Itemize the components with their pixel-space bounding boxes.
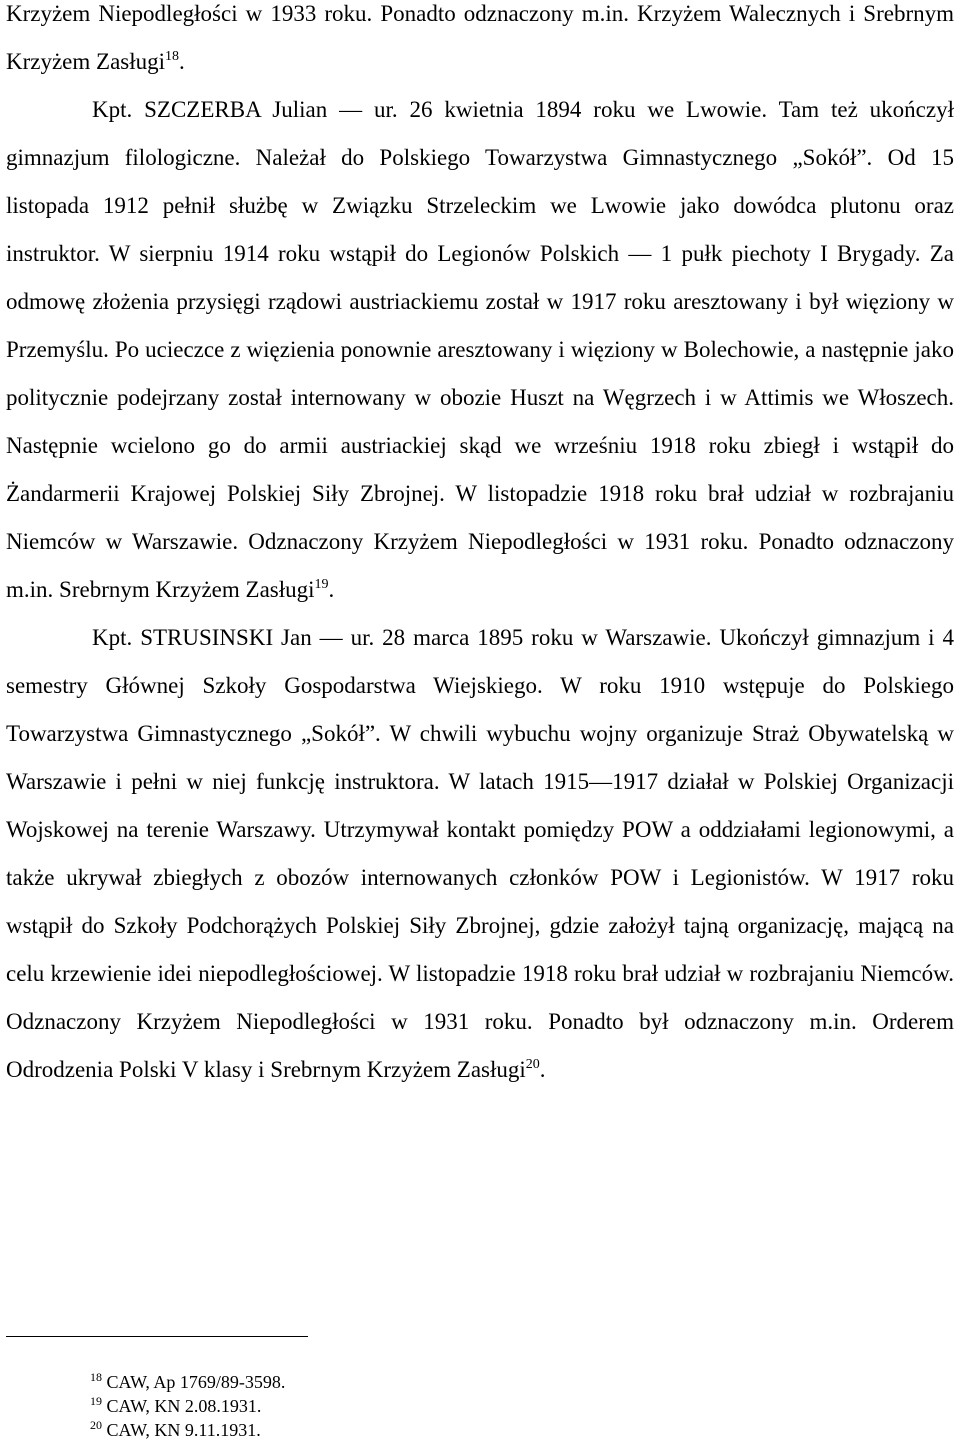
footnote	[90, 1418, 690, 1442]
paragraph-end: .	[179, 49, 185, 74]
footnote-reference: 19	[314, 577, 329, 592]
footnote	[90, 1394, 690, 1418]
footnote-text: CAW, KN 9.11.1931.	[106, 1420, 261, 1440]
footnote-text: CAW, KN 2.08.1931.	[106, 1396, 262, 1416]
biography-paragraph-continued	[6, 0, 954, 86]
biography-paragraph-strusinski	[6, 614, 954, 1094]
footnotes	[90, 1370, 690, 1442]
document-body	[6, 0, 954, 1094]
footnote	[90, 1370, 690, 1394]
biography-paragraph-szczerba	[6, 86, 954, 614]
footnote-number: 20	[90, 1418, 102, 1432]
footnote-reference: 20	[525, 1057, 540, 1072]
paragraph-text: Krzyżem Niepodległości w 1933 roku. Ponadto odznaczony m.in. Krzyżem Walecznych i Srebrnym Krzyżem Zasługi	[6, 1, 954, 74]
paragraph-end: .	[328, 577, 335, 602]
footnote-number: 19	[90, 1394, 102, 1408]
footnote-number: 18	[90, 1370, 102, 1384]
footnote-reference: 18	[165, 49, 180, 64]
paragraph-end: .	[539, 1057, 546, 1082]
footnote-text: CAW, Ap 1769/89-3598.	[106, 1372, 286, 1392]
paragraph-text: Kpt. SZCZERBA Julian — ur. 26 kwietnia 1894 roku we Lwowie. Tam też ukończył gimnazjum filologiczne. Należał do Polskiego Towarzystwa Gimnastycznego „Sokół”. Od 15 listopada 1912 pełnił służbę w Związku Strzeleckim we Lwowie jako dowódca plutonu oraz instruktor. W sierpniu 1914 roku wstąpił do Legionów Polskich — 1 pułk piechoty I Brygady. Za odmowę złożenia przysięgi rządowi austriackiemu został w 1917 roku aresztowany i był więziony w Przemyślu. Po ucieczce z więzienia ponownie aresztowany i więziony w Bolechowie, a następnie jako politycznie podejrzany został internowany w obozie Huszt na Węgrzech i w Attimis we Włoszech. Następnie wcielono go do armii austriackiej skąd we wrześniu 1918 roku zbiegł i wstąpił do Żandarmerii Krajowej Polskiej Siły Zbrojnej. W listopadzie 1918 roku brał udział w rozbrajaniu Niemców w Warszawie. Odznaczony Krzyżem Niepodległości w 1931 roku. Ponadto odznaczony m.in. Srebrnym Krzyżem Zasługi	[6, 97, 954, 602]
footnote-separator	[6, 1336, 308, 1337]
paragraph-text: Kpt. STRUSINSKI Jan — ur. 28 marca 1895 roku w Warszawie. Ukończył gimnazjum i 4 semestry Głównej Szkoły Gospodarstwa Wiejskiego. W roku 1910 wstępuje do Polskiego Towarzystwa Gimnastycznego „Sokół”. W chwili wybuchu wojny organizuje Straż Obywatelską w Warszawie i pełni w niej funkcję instruktora. W latach 1915—1917 działał w Polskiej Organizacji Wojskowej na terenie Warszawy. Utrzymywał kontakt pomiędzy POW a oddziałami legionowymi, a także ukrywał zbiegłych z obozów internowanych członków POW i Legionistów. W 1917 roku wstąpił do Szkoły Podchorążych Polskiej Siły Zbrojnej, gdzie założył tajną organizację, mającą na celu krzewienie idei niepodległościowej. W listopadzie 1918 roku brał udział w rozbrajaniu Niemców. Odznaczony Krzyżem Niepodległości w 1931 roku. Ponadto był odznaczony m.in. Orderem Odrodzenia Polski V klasy i Srebrnym Krzyżem Zasługi	[6, 625, 954, 1082]
